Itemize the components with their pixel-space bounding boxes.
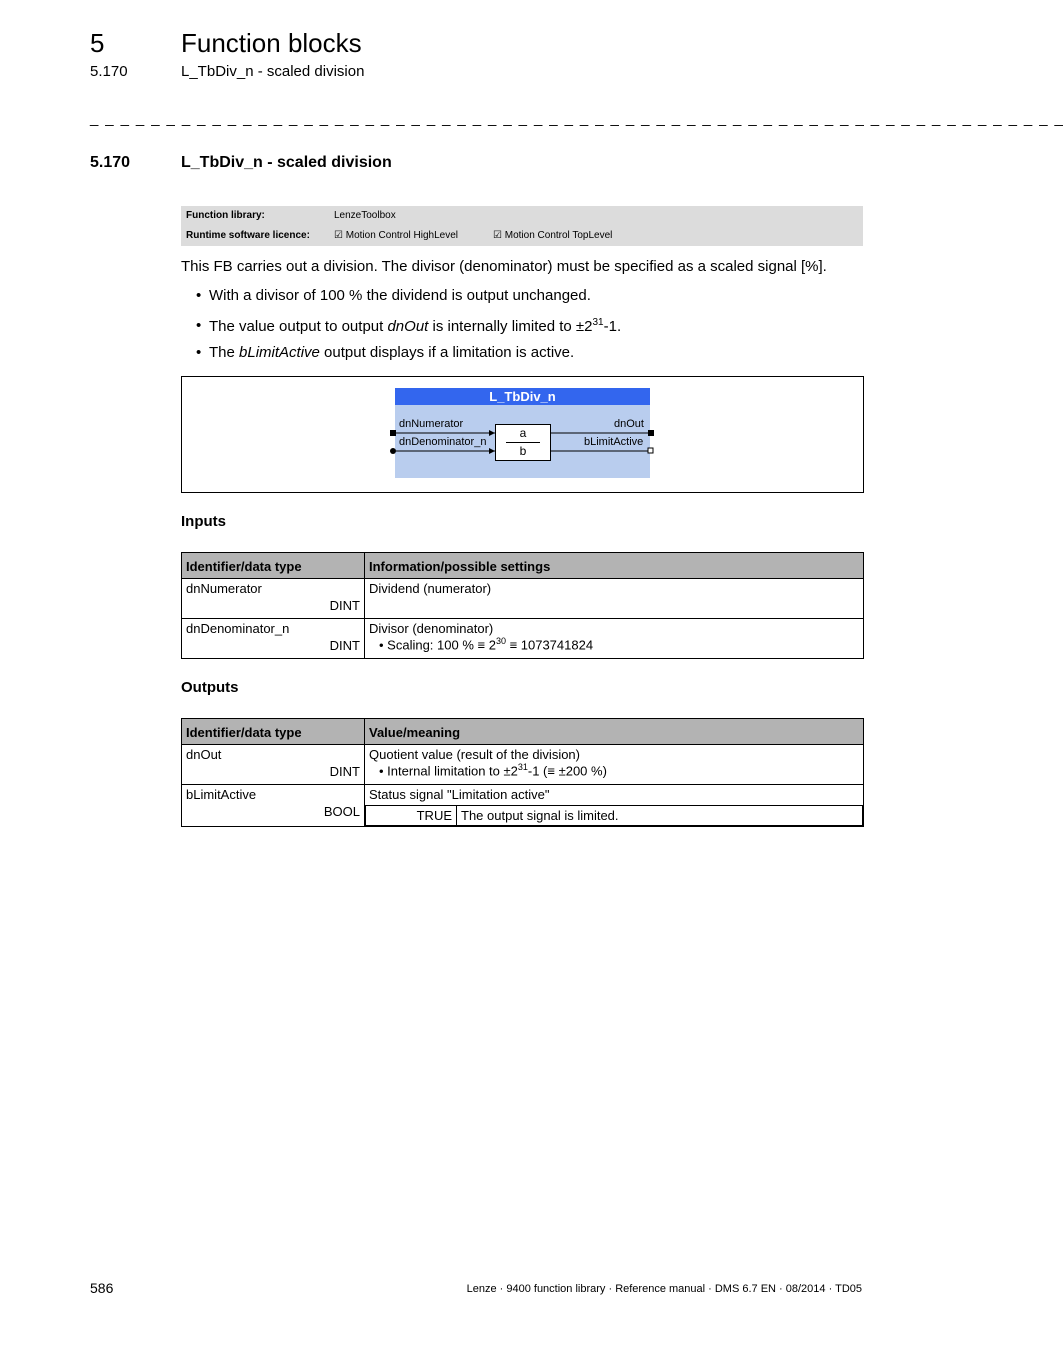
outputs-table: [181, 718, 864, 827]
page-number: 586: [90, 1280, 114, 1296]
info-superscript: 31: [517, 762, 528, 772]
bullet-text: -1.: [603, 318, 622, 335]
inputs-table: [181, 552, 864, 659]
info: Dividend (numerator): [369, 581, 492, 596]
info: Status signal "Limitation active": [369, 787, 550, 802]
data-type: BOOL: [323, 804, 360, 819]
header-separator: _ _ _ _ _ _ _ _ _ _ _ _ _ _ _ _ _ _ _ _ _ _ _ _ _ _ _ _ _ _ _ _ _ _ _ _ _ _ _ _ _ _ _ _ _ _ _ _ _ _ _ _ _ _ _ _ _ _ _ _ _ _ _ _: [90, 110, 1064, 127]
numerator-symbol: a: [519, 426, 527, 440]
outputs-col-identifier: Identifier/data type: [182, 719, 365, 745]
value-table: [365, 805, 863, 826]
inputs-heading: Inputs: [181, 513, 226, 530]
input-terminal: [390, 430, 396, 436]
info: Quotient value (result of the division): [369, 747, 580, 762]
identifier: dnNumerator: [186, 581, 262, 596]
identifier: dnDenominator_n: [186, 621, 290, 636]
section-number: 5.170: [90, 154, 131, 171]
output-terminal: [648, 430, 654, 436]
output-terminal: [648, 448, 653, 453]
runtime-label: Runtime software licence:: [186, 230, 310, 241]
table-row: [182, 785, 864, 827]
chapter-number: 5: [90, 28, 105, 58]
runtime-option-toplevel: ☑ Motion Control TopLevel: [493, 230, 613, 241]
info-detail: ≡ 1073741824: [505, 637, 594, 653]
license-box: [181, 206, 863, 246]
chapter-title: Function blocks: [181, 28, 362, 58]
footer-doc-info: Lenze · 9400 function library · Reference manual · DMS 6.7 EN · 08/2014 · TD05: [466, 1283, 862, 1295]
data-type: DINT: [329, 598, 360, 613]
output-pin-dnout: dnOut: [614, 418, 644, 430]
bullet-text: With a divisor of 100 % the dividend is output unchanged.: [209, 287, 591, 304]
library-label: Function library:: [186, 210, 265, 221]
bullet-emphasis: dnOut: [387, 318, 429, 335]
header-section-number: 5.170: [90, 63, 128, 80]
bullet-text: The value output to output: [209, 318, 388, 335]
info: Divisor (denominator): [369, 621, 494, 636]
table-row: [182, 619, 864, 659]
bullet-emphasis: bLimitActive: [239, 344, 320, 361]
division-box: [495, 424, 551, 461]
fraction-line: [506, 442, 540, 443]
meaning: The output signal is limited.: [457, 806, 863, 826]
bullet-superscript: 31: [592, 317, 604, 328]
bullet-text: is internally limited to ±2: [428, 318, 593, 335]
bullet-text: The: [209, 344, 240, 361]
function-block-title: L_TbDiv_n: [395, 388, 650, 405]
table-row: [182, 579, 864, 619]
input-terminal: [390, 448, 396, 454]
data-type: DINT: [329, 638, 360, 653]
header-section-title: L_TbDiv_n - scaled division: [181, 63, 365, 80]
runtime-option-highlevel: ☑ Motion Control HighLevel: [334, 230, 459, 241]
intro-text: This FB carries out a division. The divisor (denominator) must be specified as a scaled signal [%].: [181, 258, 827, 275]
data-type: DINT: [329, 764, 360, 779]
outputs-col-value: Value/meaning: [365, 719, 864, 745]
value: TRUE: [366, 806, 457, 826]
info-superscript: 30: [495, 636, 506, 646]
info-detail: • Internal limitation to ±2: [379, 763, 518, 779]
info-detail: • Scaling: 100 % ≡ 2: [379, 637, 496, 653]
library-value: LenzeToolbox: [334, 210, 396, 221]
identifier: dnOut: [186, 747, 222, 762]
input-pin-numerator: dnNumerator: [399, 418, 464, 430]
identifier: bLimitActive: [186, 787, 257, 802]
section-title: L_TbDiv_n - scaled division: [181, 154, 392, 171]
input-pin-denominator: dnDenominator_n: [399, 436, 487, 448]
table-row: [182, 745, 864, 785]
inputs-col-info: Information/possible settings: [365, 553, 864, 579]
output-pin-blimitactive: bLimitActive: [584, 436, 644, 448]
bullet-text: output displays if a limitation is active.: [319, 344, 575, 361]
inputs-col-identifier: Identifier/data type: [182, 553, 365, 579]
outputs-heading: Outputs: [181, 679, 239, 696]
denominator-symbol: b: [519, 444, 527, 458]
info-detail: -1 (≡ ±200 %): [527, 763, 607, 779]
